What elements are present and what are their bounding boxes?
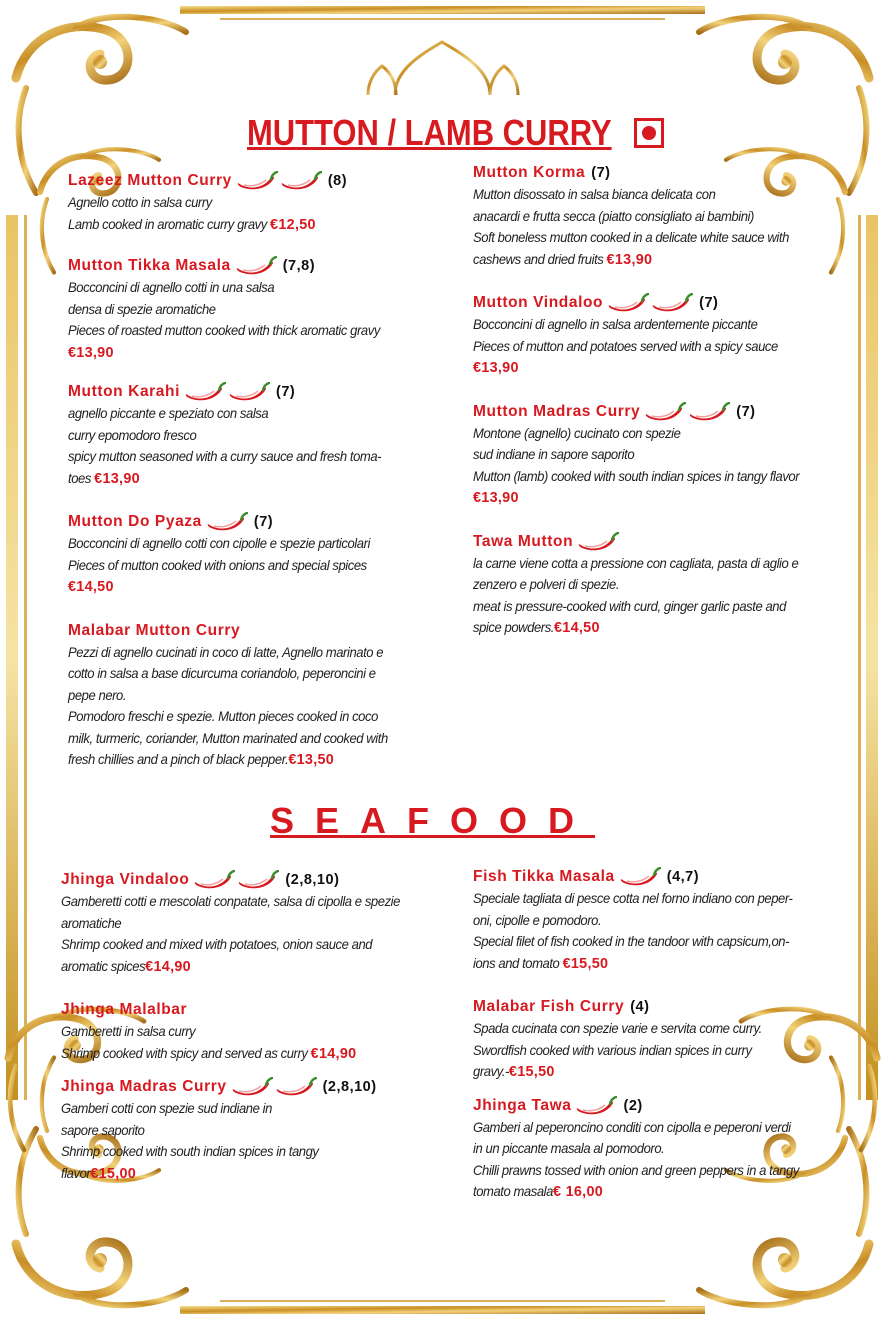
description-text: Shrimp cooked and mixed with potatoes, onion sauce and [61, 937, 373, 952]
dish-price: €13,50 [288, 751, 335, 768]
seafood-right-column [473, 866, 853, 1203]
description-line [473, 888, 852, 910]
description-text: Chilli prawns tossed with onion and green peppers in a tangy [473, 1162, 799, 1178]
menu-item [473, 401, 853, 509]
description-line [473, 1018, 852, 1040]
menu-item-header [68, 170, 448, 192]
description-text: meat is pressure-cooked with curd, ginger garlic paste and [473, 598, 786, 614]
dish-price: €13,90 [473, 489, 519, 506]
description-line [68, 728, 447, 750]
description-text: Pieces of mutton and potatoes served with a spicy sauce [473, 338, 778, 354]
dish-price: €13,90 [94, 469, 140, 487]
description-line [68, 403, 447, 425]
dish-price: €15,50 [562, 954, 609, 972]
description-line [473, 910, 852, 932]
description-text: pepe nero. [68, 687, 127, 703]
dish-name: Jhinga Madras Curry [61, 1078, 227, 1095]
description-text: spicy mutton seasoned with a curry sauce and fresh toma- [68, 449, 382, 464]
description-text: oni, cipolle e pomodoro. [473, 912, 602, 928]
dish-name: Jhinga Tawa [473, 1096, 572, 1114]
menu-item [61, 1076, 441, 1184]
chili-icon [233, 256, 277, 276]
description-line [473, 206, 852, 228]
dome-ornament [360, 30, 525, 95]
description-line [473, 596, 852, 618]
dish-price: €13,90 [68, 343, 114, 361]
allergen-codes: (7) [591, 165, 611, 181]
chili-icon [605, 293, 649, 313]
description-text: sud indiane in sapore saporito [473, 447, 635, 462]
dish-description [61, 1098, 440, 1184]
dish-description [473, 423, 852, 509]
chili-icon [226, 382, 270, 402]
description-line [68, 192, 447, 214]
spice-level [605, 293, 693, 313]
description-text: aromatiche [61, 915, 122, 931]
allergen-codes: (4) [630, 999, 650, 1015]
chili-icon [182, 382, 226, 402]
description-line [473, 336, 852, 358]
menu-item-header [473, 401, 853, 423]
description-line [473, 184, 852, 206]
menu-item [473, 162, 853, 270]
dish-name: Malabar Fish Curry [473, 998, 625, 1015]
dish-price: €13,90 [606, 250, 653, 268]
dish-description [473, 314, 852, 379]
allergen-codes: (4,7) [666, 869, 700, 885]
allergen-codes: (2,8,10) [285, 872, 340, 888]
spice-level [234, 171, 322, 191]
description-line [473, 249, 852, 271]
description-text: Gamberetti in salsa curry [61, 1024, 196, 1039]
description-text: sapore saporito [61, 1122, 145, 1138]
description-line [473, 1040, 852, 1062]
price-line [68, 576, 447, 598]
non-veg-icon [634, 118, 664, 148]
description-text: spice powders. [473, 620, 554, 635]
dish-name: Fish Tikka Masala [473, 868, 615, 885]
spice-level [575, 532, 619, 552]
mutton-left-column [68, 170, 448, 771]
description-text: Pieces of mutton cooked with onions and special spices [68, 557, 367, 573]
menu-item [473, 292, 853, 379]
description-text: Speciale tagliata di pesce cotta nel forno indiano con peper- [473, 891, 793, 906]
menu-item [68, 381, 448, 489]
dish-price: €14,50 [554, 619, 600, 636]
dish-description [61, 1021, 440, 1064]
description-line [68, 663, 447, 685]
description-line [473, 1061, 852, 1083]
description-line [473, 953, 852, 975]
description-text: milk, turmeric, coriander, Mutton marinated and cooked with [68, 730, 388, 746]
description-text: Pezzi di agnello cucinati in coco di latte, Agnello marinato e [68, 644, 384, 660]
description-line [61, 934, 440, 956]
description-text: Gamberi al peperoncino conditi con cipolla e peperoni verdi [473, 1119, 791, 1135]
dish-name: Malabar Mutton Curry [68, 621, 241, 639]
description-text: Bocconcini di agnello in salsa ardentemente piccante [473, 317, 758, 332]
allergen-codes: (7) [736, 403, 756, 420]
description-line [473, 553, 852, 575]
allergen-codes: (2) [623, 1097, 643, 1114]
chili-icon [278, 171, 322, 191]
dish-description [473, 184, 852, 270]
dish-description [68, 403, 447, 489]
menu-item-header [473, 866, 853, 888]
bottom-border-bar [180, 1306, 705, 1314]
mutton-right-column [473, 162, 853, 639]
chili-icon [235, 870, 279, 890]
description-text: Shrimp cooked with spicy and served as curry [61, 1045, 311, 1061]
description-text: agnello piccante e speziato con salsa [68, 406, 269, 421]
dish-description [68, 277, 447, 363]
description-line [61, 1120, 440, 1142]
menu-item [473, 1095, 853, 1203]
menu-item [473, 531, 853, 639]
description-line [61, 1098, 440, 1120]
menu-item [473, 866, 853, 974]
description-text: zenzero e polveri di spezie. [473, 577, 620, 592]
description-text: flavor [61, 1165, 91, 1181]
description-line [68, 320, 447, 342]
allergen-codes: (8) [327, 173, 348, 189]
chili-icon [686, 402, 730, 422]
description-line [68, 685, 447, 707]
description-text: fresh chillies and a pinch of black pepper. [68, 752, 289, 767]
description-line [68, 468, 447, 490]
description-text: Lamb cooked in aromatic curry gravy [68, 216, 271, 232]
dish-name: Lazeez Mutton Curry [68, 172, 232, 189]
dish-description [68, 192, 447, 235]
menu-item-header [473, 996, 853, 1018]
menu-item-header [61, 869, 441, 891]
dish-name: Jhinga Vindaloo [61, 871, 190, 888]
chili-icon [204, 512, 248, 532]
spice-level [182, 382, 270, 402]
description-text: Gamberetti cotti e mescolati conpatate, salsa di cipolla e spezie [61, 894, 400, 909]
dish-description [61, 891, 440, 977]
description-text: aromatic spices [61, 958, 146, 974]
description-text: Bocconcini di agnello cotti con cipolle e spezie particolari [68, 536, 370, 551]
description-text: Spada cucinata con spezie varie e servita come curry. [473, 1021, 762, 1036]
dish-price: € 16,00 [552, 1183, 604, 1200]
menu-item [68, 620, 448, 771]
description-text: Shrimp cooked with south indian spices in tangy [61, 1144, 319, 1159]
description-line [68, 277, 447, 299]
description-text: Mutton disossato in salsa bianca delicata con [473, 187, 716, 202]
description-text: in un piccante masala al pomodoro. [473, 1141, 665, 1156]
spice-level [204, 512, 248, 532]
spice-level [617, 867, 661, 887]
description-line [68, 425, 447, 447]
spice-level [642, 402, 730, 422]
dish-name: Tawa Mutton [473, 532, 574, 550]
dish-price: €13,90 [473, 359, 519, 376]
section-title-seafood: SEAFOOD [270, 800, 596, 841]
chili-icon [617, 867, 661, 887]
description-text: cotto in salsa a base dicurcuma coriandolo, peperoncini e [68, 666, 376, 681]
description-text: Montone (agnello) cucinato con spezie [473, 425, 681, 441]
dish-description [473, 553, 852, 639]
description-line [68, 214, 447, 236]
allergen-codes: (7) [253, 514, 274, 530]
description-line [61, 891, 440, 913]
dish-name: Jhinga Malalbar [61, 1001, 188, 1018]
description-line [68, 555, 447, 577]
description-text: gravy.- [473, 1064, 509, 1079]
description-line [473, 1181, 852, 1203]
description-line [473, 444, 852, 466]
description-text: Pomodoro freschi e spezie. Mutton pieces cooked in coco [68, 709, 378, 724]
dish-description [473, 1117, 852, 1203]
dish-name: Mutton Madras Curry [473, 402, 641, 420]
menu-item [473, 996, 853, 1083]
dish-price: €15,00 [90, 1164, 137, 1182]
dish-description [473, 888, 852, 974]
description-line [473, 314, 852, 336]
dish-price: €14,50 [68, 578, 114, 595]
menu-item [61, 869, 441, 977]
description-text: Special filet of fish cooked in the tandoor with capsicum,on- [473, 934, 790, 949]
description-text: cashews and dried fruits [473, 251, 607, 267]
menu-item-header [61, 999, 441, 1021]
left-border-bar [6, 215, 18, 1100]
menu-item-header [473, 531, 853, 553]
description-line [68, 299, 447, 321]
menu-item [68, 255, 448, 363]
description-line [68, 446, 447, 468]
description-line [473, 466, 852, 488]
dish-name: Mutton Korma [473, 164, 586, 181]
menu-item-header [473, 162, 853, 184]
spice-level [573, 1096, 617, 1116]
description-line [68, 706, 447, 728]
menu-item-header [68, 381, 448, 403]
allergen-codes: (7,8) [282, 258, 316, 274]
description-line [68, 749, 447, 771]
dish-description [68, 533, 447, 598]
chili-icon [234, 171, 278, 191]
chili-icon [273, 1077, 317, 1097]
chili-icon [229, 1077, 273, 1097]
chili-icon [649, 293, 693, 313]
chili-icon [575, 532, 619, 552]
price-line [68, 342, 447, 364]
section-title-mutton: MUTTON / LAMB CURRY [247, 112, 612, 153]
top-border-bar [180, 6, 705, 14]
seafood-left-column [61, 869, 441, 1184]
chili-icon [642, 402, 686, 422]
price-line [473, 357, 852, 379]
description-line [473, 423, 852, 445]
dish-description [68, 642, 447, 771]
chili-icon [573, 1096, 617, 1116]
description-line [473, 227, 852, 249]
dish-description [473, 1018, 852, 1083]
description-text: Swordfish cooked with various indian spices in curry [473, 1042, 752, 1058]
description-line [61, 956, 440, 978]
description-line [61, 1163, 440, 1185]
price-line [473, 487, 852, 509]
description-line [61, 913, 440, 935]
description-line [61, 1021, 440, 1043]
menu-item-header [68, 255, 448, 277]
description-text: Gamberi cotti con spezie sud indiane in [61, 1101, 272, 1116]
menu-item [61, 999, 441, 1064]
description-text: Bocconcini di agnello cotti in una salsa [68, 280, 275, 295]
spice-level [229, 1077, 317, 1097]
description-line [68, 642, 447, 664]
dish-name: Mutton Vindaloo [473, 294, 604, 311]
dish-price: €14,90 [310, 1044, 357, 1062]
spice-level [233, 256, 277, 276]
description-line [473, 1160, 852, 1182]
description-line [473, 574, 852, 596]
description-line [473, 1138, 852, 1160]
right-border-bar [866, 215, 878, 1100]
description-text: toes [68, 470, 95, 486]
description-line [68, 533, 447, 555]
description-line [61, 1141, 440, 1163]
menu-item-header [68, 511, 448, 533]
allergen-codes: (7) [699, 295, 719, 311]
description-text: curry epomodoro fresco [68, 427, 197, 443]
description-line [473, 931, 852, 953]
description-text: Agnello cotto in salsa curry [68, 195, 212, 210]
allergen-codes: (2,8,10) [322, 1079, 377, 1095]
menu-item [68, 511, 448, 598]
description-text: Pieces of roasted mutton cooked with thick aromatic gravy [68, 323, 380, 338]
dish-name: Mutton Do Pyaza [68, 513, 202, 530]
description-line [473, 617, 852, 639]
description-text: Soft boneless mutton cooked in a delicate white sauce with [473, 230, 789, 245]
description-text: ions and tomato [473, 955, 563, 971]
dish-price: €12,50 [270, 215, 316, 233]
description-line [61, 1043, 440, 1065]
menu-item-header [473, 292, 853, 314]
description-text: la carne viene cotta a pressione con cagliata, pasta di aglio e [473, 555, 799, 571]
description-text: densa di spezie aromatiche [68, 301, 216, 317]
dish-price: €15,50 [508, 1063, 555, 1080]
menu-item-header [68, 620, 448, 642]
allergen-codes: (7) [276, 384, 296, 400]
dish-name: Mutton Tikka Masala [68, 257, 231, 274]
description-line [473, 1117, 852, 1139]
description-text: tomato masala [473, 1184, 553, 1199]
spice-level [191, 870, 279, 890]
description-text: anacardi e frutta secca (piatto consigliato ai bambini) [473, 208, 754, 224]
menu-item-header [473, 1095, 853, 1117]
dish-price: €14,90 [145, 957, 191, 975]
menu-item [68, 170, 448, 235]
description-text: Mutton (lamb) cooked with south indian spices in tangy flavor [473, 468, 800, 484]
menu-item-header [61, 1076, 441, 1098]
chili-icon [191, 870, 235, 890]
dish-name: Mutton Karahi [68, 383, 180, 400]
